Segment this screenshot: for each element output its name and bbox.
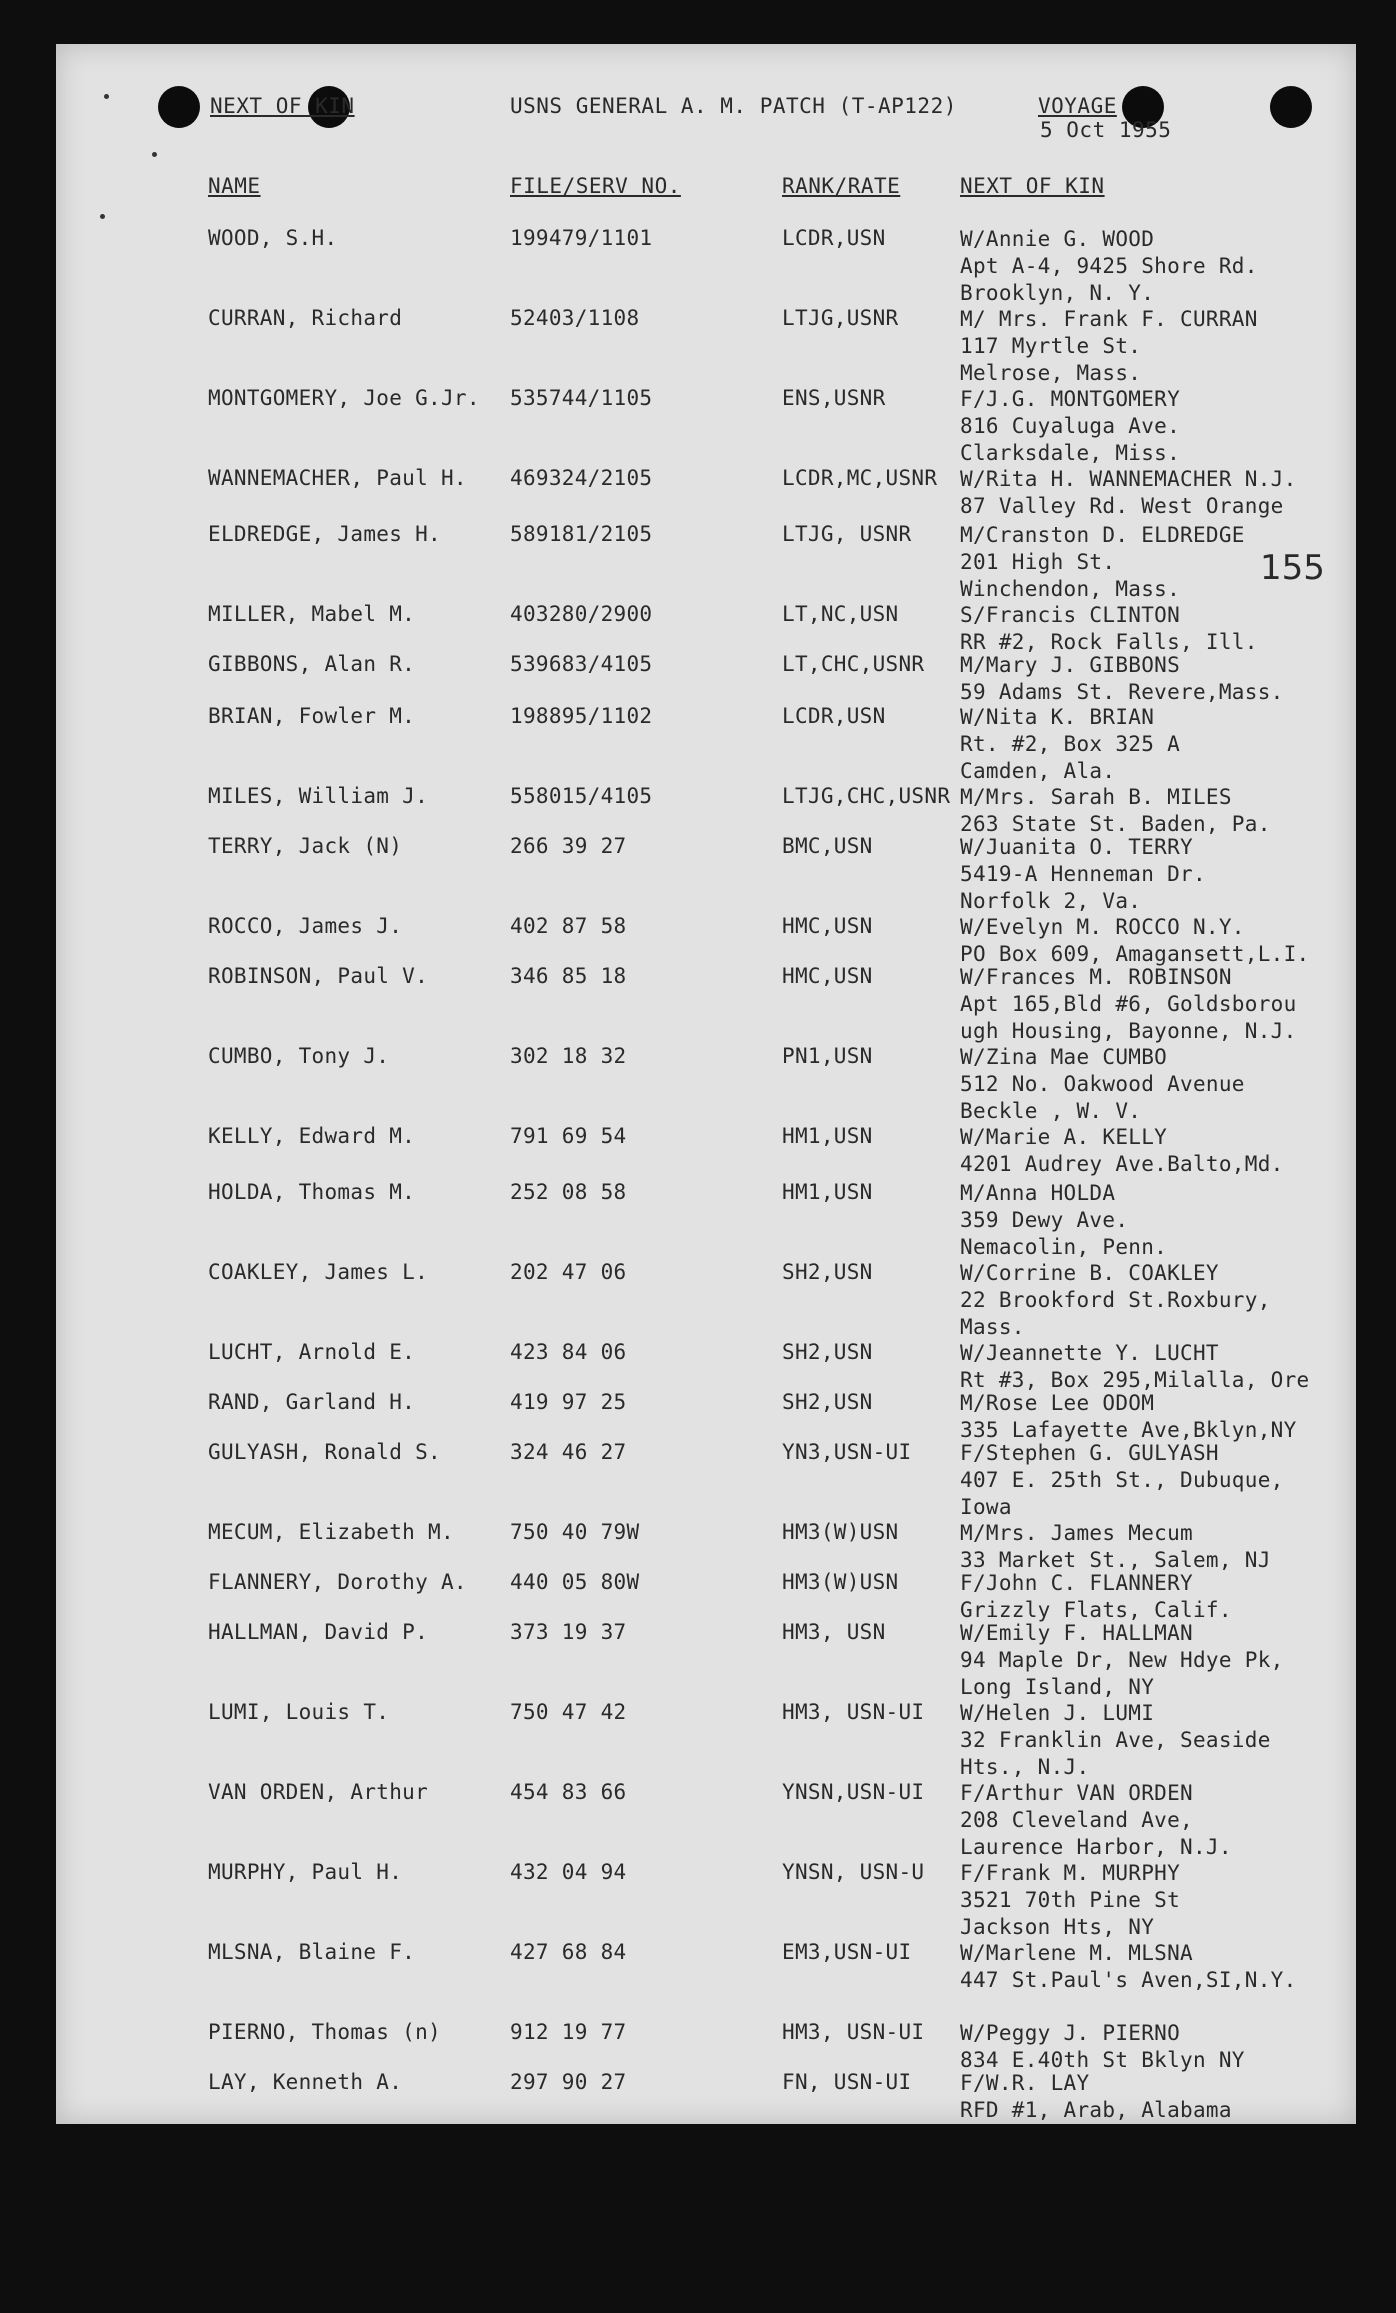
row-name: LAY, Kenneth A.: [208, 2070, 403, 2094]
row-next-of-kin-line: 407 E. 25th St., Dubuque,: [960, 1468, 1284, 1492]
row-next-of-kin-line: Hts., N.J.: [960, 1755, 1090, 1779]
row-next-of-kin-line: 33 Market St., Salem, NJ: [960, 1548, 1271, 1572]
row-file-number: 402 87 58: [510, 914, 627, 938]
row-rank: HM3(W)USN: [782, 1520, 899, 1544]
row-next-of-kin-line: Brooklyn, N. Y.: [960, 281, 1155, 305]
speck: [152, 152, 157, 157]
row-next-of-kin-line: 3521 70th Pine St: [960, 1888, 1181, 1912]
row-next-of-kin-line: 208 Cleveland Ave,: [960, 1808, 1193, 1832]
row-next-of-kin-line: 359 Dewy Ave.: [960, 1208, 1129, 1232]
row-name: HALLMAN, David P.: [208, 1620, 429, 1644]
row-next-of-kin-line: M/Cranston D. ELDREDGE: [960, 523, 1245, 547]
row-name: LUCHT, Arnold E.: [208, 1340, 416, 1364]
row-file-number: 912 19 77: [510, 2020, 627, 2044]
row-rank: YNSN,USN-UI: [782, 1780, 925, 1804]
row-next-of-kin-line: 816 Cuyaluga Ave.: [960, 414, 1181, 438]
column-header-file: FILE/SERV NO.: [510, 174, 681, 198]
row-name: TERRY, Jack (N): [208, 834, 403, 858]
column-header-name: NAME: [208, 174, 261, 198]
row-next-of-kin-line: 32 Franklin Ave, Seaside: [960, 1728, 1271, 1752]
punch-hole-left: [158, 86, 200, 128]
row-rank: EM3,USN-UI: [782, 1940, 912, 1964]
row-next-of-kin-line: 263 State St. Baden, Pa.: [960, 812, 1271, 836]
row-rank: LTJG,USNR: [782, 306, 899, 330]
row-name: HOLDA, Thomas M.: [208, 1180, 416, 1204]
row-next-of-kin-line: Winchendon, Mass.: [960, 577, 1181, 601]
row-next-of-kin-line: W/Corrine B. COAKLEY: [960, 1261, 1219, 1285]
speck: [104, 94, 109, 99]
row-next-of-kin-line: F/Stephen G. GULYASH: [960, 1441, 1219, 1465]
row-next-of-kin-line: W/Helen J. LUMI: [960, 1701, 1155, 1725]
row-next-of-kin-line: W/Annie G. WOOD: [960, 227, 1155, 251]
row-rank: LTJG,CHC,USNR: [782, 784, 951, 808]
row-file-number: 469324/2105: [510, 466, 653, 490]
row-rank: YNSN, USN-U: [782, 1860, 925, 1884]
row-file-number: 427 68 84: [510, 1940, 627, 1964]
row-next-of-kin-line: M/ Mrs. Frank F. CURRAN: [960, 307, 1258, 331]
row-file-number: 419 97 25: [510, 1390, 627, 1414]
row-next-of-kin-line: W/Nita K. BRIAN: [960, 705, 1155, 729]
row-next-of-kin-line: ugh Housing, Bayonne, N.J.: [960, 1019, 1297, 1043]
row-file-number: 373 19 37: [510, 1620, 627, 1644]
row-rank: HM1,USN: [782, 1124, 873, 1148]
row-next-of-kin-line: W/Peggy J. PIERNO: [960, 2021, 1181, 2045]
row-name: ROCCO, James J.: [208, 914, 403, 938]
row-name: GIBBONS, Alan R.: [208, 652, 416, 676]
row-file-number: 202 47 06: [510, 1260, 627, 1284]
row-file-number: 266 39 27: [510, 834, 627, 858]
row-next-of-kin-line: Rt. #2, Box 325 A: [960, 732, 1181, 756]
row-rank: FN, USN-UI: [782, 2070, 912, 2094]
row-file-number: 302 18 32: [510, 1044, 627, 1068]
row-next-of-kin-line: 335 Lafayette Ave,Bklyn,NY: [960, 1418, 1297, 1442]
row-name: MILLER, Mabel M.: [208, 602, 416, 626]
row-rank: LTJG, USNR: [782, 522, 912, 546]
row-rank: SH2,USN: [782, 1340, 873, 1364]
row-rank: HM3, USN-UI: [782, 2020, 925, 2044]
page-number: 155: [1260, 548, 1325, 588]
row-file-number: 199479/1101: [510, 226, 653, 250]
row-next-of-kin-line: W/Frances M. ROBINSON: [960, 965, 1232, 989]
row-rank: HMC,USN: [782, 914, 873, 938]
row-name: MURPHY, Paul H.: [208, 1860, 403, 1884]
column-header-rank: RANK/RATE: [782, 174, 901, 198]
row-next-of-kin-line: W/Evelyn M. ROCCO N.Y.: [960, 915, 1245, 939]
row-name: CUMBO, Tony J.: [208, 1044, 390, 1068]
header-ship-name: USNS GENERAL A. M. PATCH (T-AP122): [510, 94, 957, 118]
row-next-of-kin-line: W/Juanita O. TERRY: [960, 835, 1193, 859]
row-next-of-kin-line: Iowa: [960, 1495, 1012, 1519]
row-next-of-kin-line: 512 No. Oakwood Avenue: [960, 1072, 1245, 1096]
row-file-number: 324 46 27: [510, 1440, 627, 1464]
row-rank: LCDR,MC,USNR: [782, 466, 938, 490]
row-rank: HM3, USN-UI: [782, 1700, 925, 1724]
row-next-of-kin-line: 87 Valley Rd. West Orange: [960, 494, 1284, 518]
row-next-of-kin-line: Nemacolin, Penn.: [960, 1235, 1168, 1259]
row-next-of-kin-line: 22 Brookford St.Roxbury,: [960, 1288, 1271, 1312]
row-file-number: 403280/2900: [510, 602, 653, 626]
row-file-number: 432 04 94: [510, 1860, 627, 1884]
row-next-of-kin-line: 59 Adams St. Revere,Mass.: [960, 680, 1284, 704]
row-next-of-kin-line: W/Emily F. HALLMAN: [960, 1621, 1193, 1645]
punch-hole-right: [1270, 86, 1312, 128]
row-name: WOOD, S.H.: [208, 226, 338, 250]
row-next-of-kin-line: Long Island, NY: [960, 1675, 1155, 1699]
column-header-kin: NEXT OF KIN: [960, 174, 1105, 198]
row-rank: BMC,USN: [782, 834, 873, 858]
row-name: BRIAN, Fowler M.: [208, 704, 416, 728]
row-next-of-kin-line: Apt A-4, 9425 Shore Rd.: [960, 254, 1258, 278]
row-name: RAND, Garland H.: [208, 1390, 416, 1414]
row-file-number: 750 47 42: [510, 1700, 627, 1724]
row-next-of-kin-line: Mass.: [960, 1315, 1025, 1339]
row-next-of-kin-line: 117 Myrtle St.: [960, 334, 1142, 358]
row-next-of-kin-line: Jackson Hts, NY: [960, 1915, 1155, 1939]
row-name: ROBINSON, Paul V.: [208, 964, 429, 988]
row-next-of-kin-line: F/Frank M. MURPHY: [960, 1861, 1181, 1885]
row-file-number: 539683/4105: [510, 652, 653, 676]
row-file-number: 252 08 58: [510, 1180, 627, 1204]
row-file-number: 297 90 27: [510, 2070, 627, 2094]
row-rank: HM3(W)USN: [782, 1570, 899, 1594]
row-file-number: 750 40 79W: [510, 1520, 640, 1544]
row-rank: HM1,USN: [782, 1180, 873, 1204]
row-next-of-kin-line: Norfolk 2, Va.: [960, 889, 1142, 913]
row-next-of-kin-line: Beckle , W. V.: [960, 1099, 1142, 1123]
row-name: FLANNERY, Dorothy A.: [208, 1570, 467, 1594]
document-page: [56, 44, 1356, 2124]
row-next-of-kin-line: 5419-A Henneman Dr.: [960, 862, 1206, 886]
row-name: LUMI, Louis T.: [208, 1700, 390, 1724]
row-next-of-kin-line: W/Rita H. WANNEMACHER N.J.: [960, 467, 1297, 491]
header-voyage: VOYAGE: [1038, 94, 1117, 118]
row-name: MONTGOMERY, Joe G.Jr.: [208, 386, 480, 410]
row-next-of-kin-line: PO Box 609, Amagansett,L.I.: [960, 942, 1310, 966]
row-next-of-kin-line: RR #2, Rock Falls, Ill.: [960, 630, 1258, 654]
row-name: MLSNA, Blaine F.: [208, 1940, 416, 1964]
row-name: VAN ORDEN, Arthur: [208, 1780, 429, 1804]
row-next-of-kin-line: Camden, Ala.: [960, 759, 1116, 783]
row-next-of-kin-line: F/Arthur VAN ORDEN: [960, 1781, 1193, 1805]
row-next-of-kin-line: 94 Maple Dr, New Hdye Pk,: [960, 1648, 1284, 1672]
row-file-number: 423 84 06: [510, 1340, 627, 1364]
row-rank: PN1,USN: [782, 1044, 873, 1068]
speck: [100, 214, 105, 219]
row-next-of-kin-line: M/Rose Lee ODOM: [960, 1391, 1155, 1415]
row-next-of-kin-line: W/Jeannette Y. LUCHT: [960, 1341, 1219, 1365]
row-file-number: 346 85 18: [510, 964, 627, 988]
header-date: 5 Oct 1955: [1040, 118, 1172, 142]
row-rank: HMC,USN: [782, 964, 873, 988]
row-rank: YN3,USN-UI: [782, 1440, 912, 1464]
row-rank: LT,CHC,USNR: [782, 652, 925, 676]
row-next-of-kin-line: W/Marlene M. MLSNA: [960, 1941, 1193, 1965]
row-next-of-kin-line: M/Mary J. GIBBONS: [960, 653, 1181, 677]
row-next-of-kin-line: Rt #3, Box 295,Milalla, Ore: [960, 1368, 1310, 1392]
row-rank: LCDR,USN: [782, 704, 886, 728]
row-rank: LT,NC,USN: [782, 602, 899, 626]
row-next-of-kin-line: 4201 Audrey Ave.Balto,Md.: [960, 1152, 1284, 1176]
row-file-number: 535744/1105: [510, 386, 653, 410]
row-file-number: 52403/1108: [510, 306, 640, 330]
row-next-of-kin-line: 201 High St.: [960, 550, 1116, 574]
row-rank: HM3, USN: [782, 1620, 886, 1644]
row-next-of-kin-line: Laurence Harbor, N.J.: [960, 1835, 1232, 1859]
row-next-of-kin-line: F/J.G. MONTGOMERY: [960, 387, 1181, 411]
row-next-of-kin-line: RFD #1, Arab, Alabama: [960, 2098, 1232, 2122]
row-name: MECUM, Elizabeth M.: [208, 1520, 454, 1544]
row-rank: SH2,USN: [782, 1390, 873, 1414]
row-name: WANNEMACHER, Paul H.: [208, 466, 467, 490]
row-next-of-kin-line: Melrose, Mass.: [960, 361, 1142, 385]
row-next-of-kin-line: F/John C. FLANNERY: [960, 1571, 1193, 1595]
row-rank: ENS,USNR: [782, 386, 886, 410]
row-next-of-kin-line: W/Marie A. KELLY: [960, 1125, 1168, 1149]
row-file-number: 198895/1102: [510, 704, 653, 728]
row-file-number: 440 05 80W: [510, 1570, 640, 1594]
row-name: CURRAN, Richard: [208, 306, 403, 330]
row-name: ELDREDGE, James H.: [208, 522, 441, 546]
row-next-of-kin-line: Clarksdale, Miss.: [960, 441, 1181, 465]
row-rank: SH2,USN: [782, 1260, 873, 1284]
row-next-of-kin-line: M/Mrs. Sarah B. MILES: [960, 785, 1232, 809]
row-next-of-kin-line: Grizzly Flats, Calif.: [960, 1598, 1232, 1622]
row-file-number: 791 69 54: [510, 1124, 627, 1148]
row-name: KELLY, Edward M.: [208, 1124, 416, 1148]
row-next-of-kin-line: 834 E.40th St Bklyn NY: [960, 2048, 1245, 2072]
row-next-of-kin-line: W/Zina Mae CUMBO: [960, 1045, 1168, 1069]
row-name: COAKLEY, James L.: [208, 1260, 429, 1284]
row-next-of-kin-line: M/Anna HOLDA: [960, 1181, 1116, 1205]
row-name: GULYASH, Ronald S.: [208, 1440, 441, 1464]
row-next-of-kin-line: M/Mrs. James Mecum: [960, 1521, 1193, 1545]
row-name: MILES, William J.: [208, 784, 429, 808]
row-rank: LCDR,USN: [782, 226, 886, 250]
row-file-number: 589181/2105: [510, 522, 653, 546]
row-next-of-kin-line: S/Francis CLINTON: [960, 603, 1181, 627]
row-file-number: 454 83 66: [510, 1780, 627, 1804]
row-file-number: 558015/4105: [510, 784, 653, 808]
row-next-of-kin-line: 447 St.Paul's Aven,SI,N.Y.: [960, 1968, 1297, 1992]
row-next-of-kin-line: F/W.R. LAY: [960, 2071, 1090, 2095]
row-name: PIERNO, Thomas (n): [208, 2020, 441, 2044]
header-title-left: NEXT OF KIN: [210, 94, 355, 118]
row-next-of-kin-line: Apt 165,Bld #6, Goldsborou: [960, 992, 1297, 1016]
